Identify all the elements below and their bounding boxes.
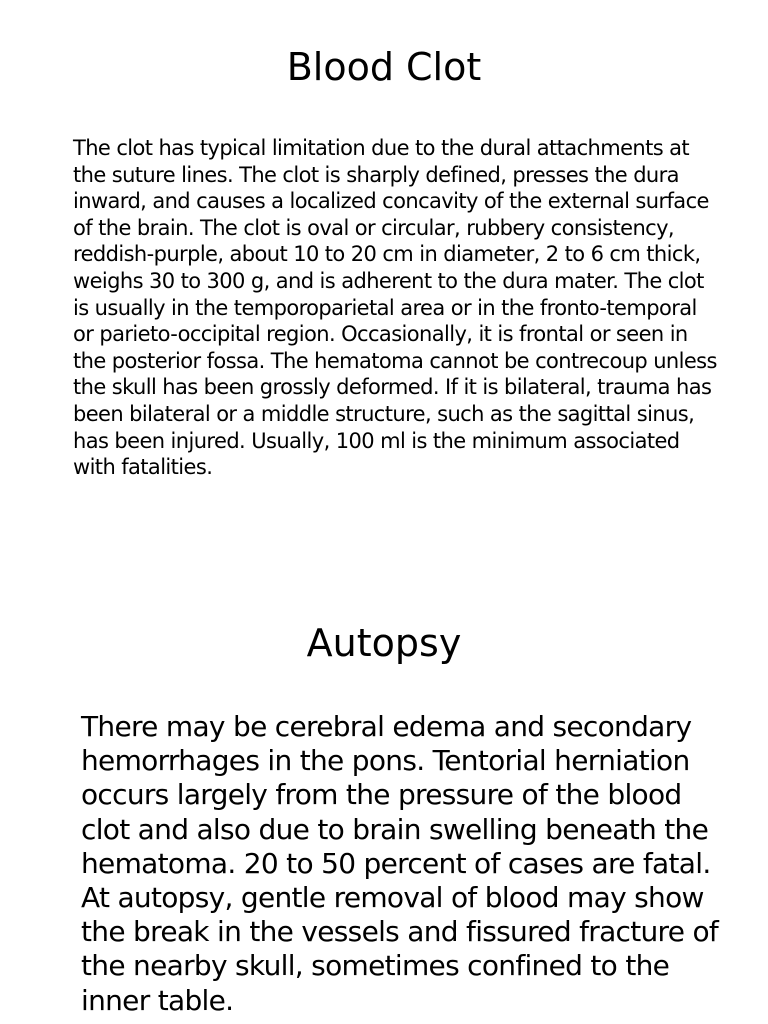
slide-body-text: The clot has typical limitation due to the dural attachments at the suture lines. The clot is sharply defined, presses the dura inward, and causes a localized concavity of the external surface of the brain. The clot is oval or circular, rubbery consistency, reddish-purple, about 10 to 20 cm in diameter, 2 to 6 cm thick, weighs 30 to 300 g, and is adherent to the dura mater. The clot is usually in the temporoparietal area or in the fronto-temporal or parieto-occipital region. Occasionally, it is frontal or seen in the posterior fossa. The hematoma cannot be contrecoup unless the skull has been grossly deformed. If it is bilateral, trauma has been bilateral or a middle structure, such as the sagittal sinus, has been injured. Usually, 100 ml is the minimum associated with fatalities. — [73, 136, 717, 480]
slide-autopsy — [0, 600, 768, 1024]
slide-title: Blood Clot — [286, 45, 482, 89]
slide-title: Autopsy — [306, 621, 462, 665]
slide-body-text: There may be cerebral edema and secondary hemorrhages in the pons. Tentorial herniation occurs largely from the pressure of the blood clot and also due to brain swelling beneath the hematoma. 20 to 50 percent of cases are fatal. At autopsy, gentle removal of blood may show the break in the vessels and fissured fracture of the nearby skull, sometimes confined to the inner table. — [81, 710, 719, 1017]
